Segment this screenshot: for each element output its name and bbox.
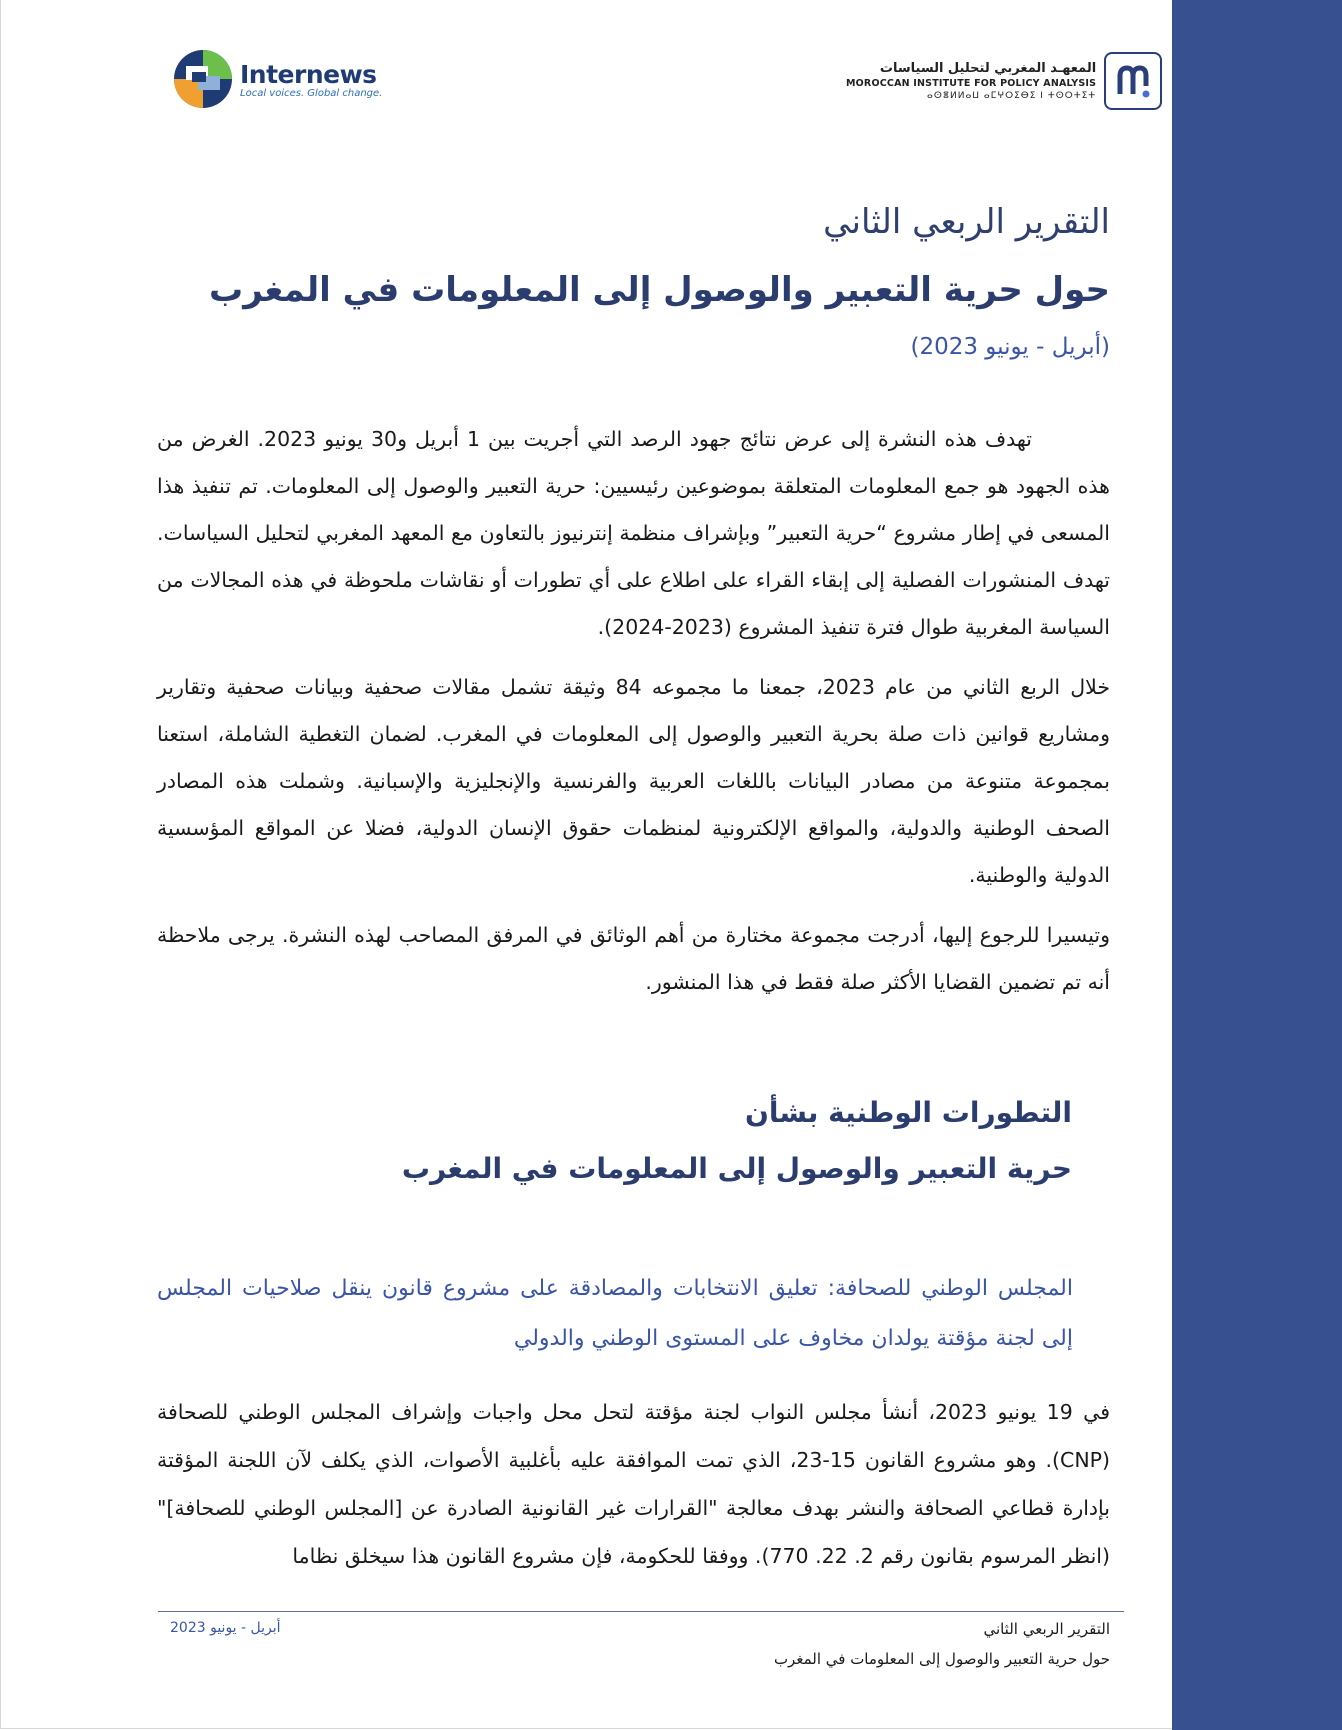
mipa-logo-arabic: المعهـد المغربي لتحليل السياسات bbox=[879, 61, 1097, 76]
mipa-logo-tifinagh: ⴰⵙⴻⵍⵍⴰⵡ ⴰⵎⵖⵔⵉⴱⵉ ⵏ ⵜⵙⵔⵜⵉⵜ bbox=[927, 91, 1097, 101]
right-decorative-band bbox=[1172, 0, 1342, 1730]
cnp-paragraph: في 19 يونيو 2023، أنشأ مجلس النواب لجنة مؤقتة لتحل محل واجبات وإشراف المجلس الوطني للصحافة (CNP). وهو مشروع القانون 15-23، الذي تمت الموافقة عليه بأغلبية الأصوات، الذي يكلف لآن اللجنة المؤقتة بإدارة قطاعي الصحافة والنشر بهدف معالجة "القرارات غير القانونية الصادرة عن [المجلس الوطني للصحافة]" (انظر المرسوم بقانون رقم 2. 22. 770). ووفقا للحكومة، فإن مشروع القانون هذا سيخلق نظاما bbox=[157, 1400, 1111, 1568]
footer-date: أبريل - يونيو 2023 bbox=[170, 1620, 281, 1636]
report-period: (أبريل - يونيو 2023) bbox=[910, 334, 1110, 360]
internews-logo-tagline: Local voices. Global change. bbox=[240, 87, 383, 99]
internews-logo-mark bbox=[172, 48, 234, 110]
report-title: التقرير الربعي الثاني bbox=[823, 202, 1110, 242]
footer-subtitle: حول حرية التعبير والوصول إلى المعلومات في المغرب bbox=[773, 1650, 1110, 1668]
report-subtitle: حول حرية التعبير والوصول إلى المعلومات في المغرب bbox=[209, 270, 1110, 310]
mipa-logo bbox=[846, 52, 1162, 110]
mipa-logo-mark bbox=[1104, 52, 1162, 110]
section-heading-line1: التطورات الوطنية بشأن bbox=[744, 1096, 1072, 1129]
internews-logo bbox=[172, 46, 382, 112]
footer-title: التقرير الربعي الثاني bbox=[983, 1620, 1110, 1638]
data-collection-paragraph: خلال الربع الثاني من عام 2023، جمعنا ما مجموعه 84 وثيقة تشمل مقالات صحفية وبيانات صحفية وتقارير ومشاريع قوانين ذات صلة بحرية التعبير والوصول إلى المعلومات في المغرب. لضمان التغطية الشاملة، استعنا بمجموعة متنوعة من مصادر البيانات باللغات العربية والفرنسية والإنجليزية والإسبانية. وشملت هذه المصادر الصحف الوطنية والدولية، والمواقع الإلكترونية لمنظمات حقوق الإنسان الدولية، فضلا عن المواقع المؤسسية الدولية والوطنية. bbox=[157, 675, 1110, 887]
intro-paragraph: تهدف هذه النشرة إلى عرض نتائج جهود الرصد التي أجريت بين 1 أبريل و30 يونيو 2023. الغرض من هذه الجهود هو جمع المعلومات المتعلقة بموضوعين رئيسيين: حرية التعبير والوصول إلى المعلومات. تم تنفيذ هذا المسعى في إطار مشروع “حرية التعبير” وبإشراف منظمة إنترنيوز بالتعاون مع المعهد المغربي لتحليل السياسات. تهدف المنشورات الفصلية إلى إبقاء القراء على اطلاع على أي تطورات أو نقاشات ملحوظة في هذه المجالات من السياسة المغربية طوال فترة تنفيذ المشروع (2023-2024). bbox=[157, 427, 1110, 639]
footer-divider bbox=[158, 1611, 1124, 1612]
mipa-logo-english: MOROCCAN INSTITUTE FOR POLICY ANALYSIS bbox=[846, 78, 1097, 89]
annex-note-paragraph: وتيسيرا للرجوع إليها، أدرجت مجموعة مختارة من أهم الوثائق في المرفق المصاحب لهذه النشرة. يرجى ملاحظة أنه تم تضمين القضايا الأكثر صلة فقط في هذا المنشور. bbox=[157, 923, 1110, 994]
internews-logo-name: Internews bbox=[240, 59, 377, 89]
section-heading-line2: حرية التعبير والوصول إلى المعلومات في المغرب bbox=[401, 1152, 1072, 1185]
section-subheading: المجلس الوطني للصحافة: تعليق الانتخابات والمصادقة على مشروع قانون ينقل صلاحيات المجلس إلى لجنة مؤقتة يولدان مخاوف على المستوى الوطني والدولي bbox=[157, 1276, 1073, 1351]
